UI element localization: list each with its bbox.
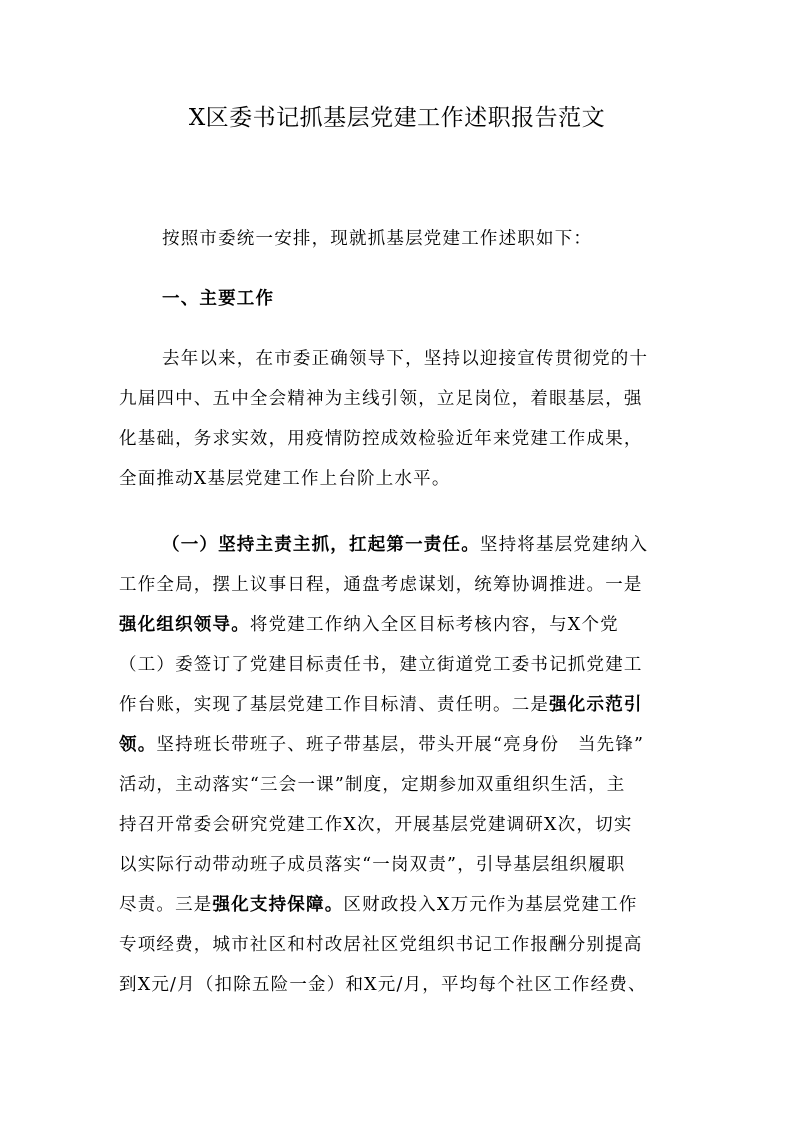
paragraph-text: 作台账，实现了基层党建工作目标清、责任明。二是 — [119, 695, 550, 715]
paragraph-text: 坚持将基层党建纳入 — [479, 535, 649, 555]
paragraph-line: 活动，主动落实“三会一课”制度，定期参加双重组织生活，主 — [119, 775, 626, 795]
emphasis-text: 强化示范引 — [549, 695, 643, 715]
paragraph-text: 区财政投入X万元作为基层党建工作 — [343, 895, 638, 915]
paragraph-line — [119, 725, 679, 765]
paragraph-text: 将党建工作纳入全区目标考核内容，与X个党 — [249, 615, 619, 635]
paragraph-line: 以实际行动带动班子成员落实“一岗双责”，引导基层组织履职 — [119, 855, 626, 875]
paragraph-text: 尽责。三是 — [119, 895, 213, 915]
paragraph-line — [119, 885, 679, 925]
paragraph-line: 化基础，务求实效，用疫情防控成效检验近年来党建工作成果， — [119, 429, 643, 449]
paragraph-line: 九届四中、五中全会精神为主线引领，立足岗位，着眼基层，强 — [119, 389, 643, 409]
paragraph-line: 工作全局，摆上议事日程，通盘考虑谋划，统筹协调推进。一是 — [119, 575, 643, 595]
paragraph-line — [119, 605, 679, 645]
paragraph-text: 坚持班长带班子、班子带基层，带头开展“亮身份 当先锋” — [156, 735, 645, 755]
paragraph-line — [119, 685, 679, 725]
section-heading: 一、主要工作 — [162, 289, 275, 309]
paragraph-line: 到X元/月（扣除五险一金）和X元/月，平均每个社区工作经费、 — [119, 975, 647, 995]
paragraph-line: 持召开常委会研究党建工作X次，开展基层党建调研X次，切实 — [119, 815, 633, 835]
emphasis-text: 强化组织领导。 — [119, 615, 250, 635]
subsection-heading: （一）坚持主责主抓，扛起第一责任。 — [162, 535, 480, 555]
intro-paragraph: 按照市委统一安排，现就抓基层党建工作述职如下： — [162, 229, 593, 249]
paragraph-line: 去年以来，在市委正确领导下，坚持以迎接宣传贯彻党的十 — [162, 349, 649, 369]
paragraph-line: 全面推动X基层党建工作上台阶上水平。 — [119, 469, 451, 489]
emphasis-text: 领。 — [119, 735, 157, 755]
paragraph-line: （工）委签订了党建目标责任书，建立街道党工委书记抓党建工 — [119, 655, 643, 675]
paragraph-line: 专项经费，城市社区和村改居社区党组织书记工作报酬分别提高 — [119, 935, 643, 955]
document-title: X区委书记抓基层党建工作述职报告范文 — [188, 105, 606, 131]
paragraph-line — [162, 525, 679, 565]
emphasis-text: 强化支持保障。 — [212, 895, 344, 915]
